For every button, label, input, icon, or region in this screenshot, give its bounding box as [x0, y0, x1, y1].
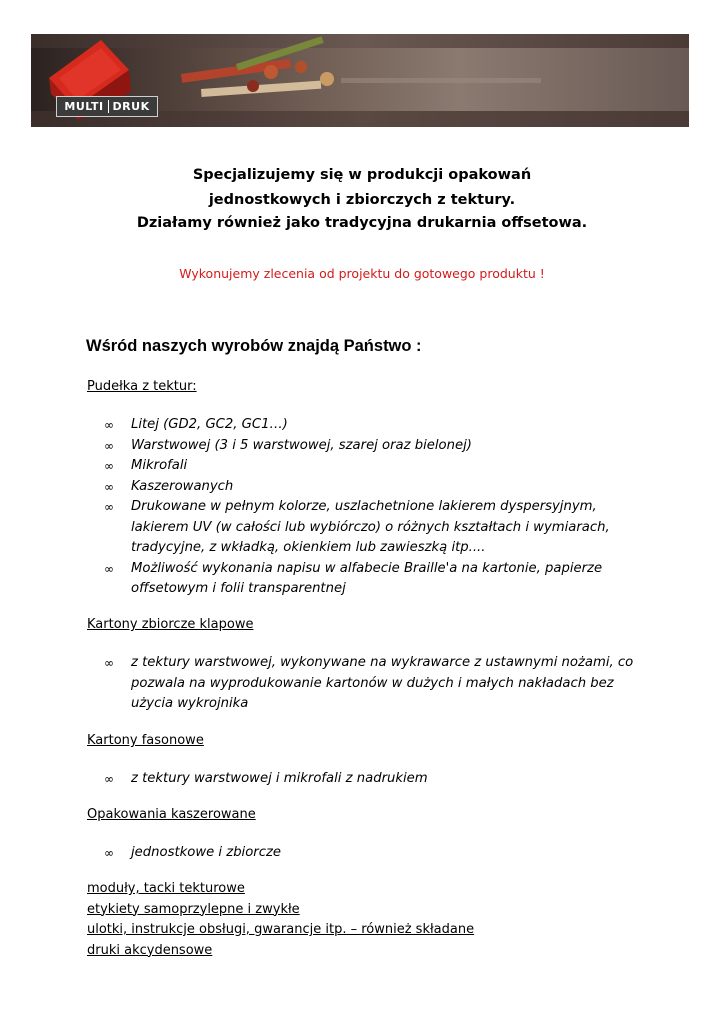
product-link-leaflets: ulotki, instrukcje obsługi, gwarancje itp. – również składane [87, 922, 475, 937]
list-item: ∞ Możliwość wykonania napisu w alfabecie Braille'a na kartonie, papierze offsetowym i folii transparentnej [104, 560, 603, 596]
other-products-list [87, 879, 474, 961]
group-label-shaped-cartons: Kartony fasonowe [87, 733, 204, 748]
infinity-bullet-icon: ∞ [104, 418, 114, 432]
list-item: ∞ z tektury warstwowej, wykonywane na wykrawarce z ustawnymi nożami, co pozwala na wyprodukowanie kartonów w dużych i małych nakładach bez użycia wykrojnika [104, 655, 634, 711]
logo-text-left: MULTI [64, 100, 104, 113]
infinity-bullet-icon: ∞ [104, 772, 114, 786]
product-link-labels: etykiety samoprzylepne i zwykłe [87, 901, 300, 917]
list-item: ∞ Mikrofali [104, 456, 644, 477]
group-label-laminated: Opakowania kaszerowane [87, 807, 256, 822]
logo-separator [108, 100, 109, 113]
logo-text-right: DRUK [112, 100, 150, 113]
infinity-bullet-icon: ∞ [104, 459, 114, 473]
infinity-bullet-icon: ∞ [104, 438, 114, 453]
laminated-list [104, 843, 644, 864]
headline-line-3: Działamy również jako tradycyjna drukarnia offsetowa. [136, 215, 588, 231]
infinity-bullet-icon: ∞ [104, 500, 114, 514]
infinity-bullet-icon: ∞ [104, 846, 114, 860]
list-item: ∞ Drukowane w pełnym kolorze, uszlachetnione lakierem dyspersyjnym, lakierem UV (w całości lub wybiórczo) o różnych kształtach i wymiarach, tradycyjne, z wkładką, okienkiem lub zawieszką itp.... [104, 499, 610, 555]
logo-wordmark [56, 96, 158, 117]
product-link-modules: moduły, tacki tekturowe [87, 881, 245, 896]
list-item: ∞ Kaszerowanych [104, 477, 644, 498]
shaped-cartons-list [104, 769, 644, 790]
infinity-bullet-icon: ∞ [104, 479, 114, 494]
tagline: Wykonujemy zlecenia od projektu do gotowego produktu ! [179, 266, 545, 281]
list-item: ∞ Litej (GD2, GC2, GC1…) [104, 415, 644, 436]
flap-cartons-list [104, 653, 644, 715]
infinity-bullet-icon: ∞ [104, 656, 114, 670]
list-item: ∞ z tektury warstwowej i mikrofali z nadrukiem [104, 769, 644, 790]
infinity-bullet-icon: ∞ [104, 561, 114, 576]
boxes-list [104, 415, 644, 600]
group-label-flap-cartons: Kartony zbiorcze klapowe [87, 617, 254, 632]
group-label-boxes: Pudełka z tektur: [87, 379, 197, 394]
headline-line-2: jednostkowych i zbiorczych z tektury. [208, 192, 516, 208]
product-link-printing: druki akcydensowe [87, 942, 213, 958]
pencils-illustration-icon [181, 36, 541, 97]
list-item: ∞ jednostkowe i zbiorcze [104, 843, 644, 864]
section-title: Wśród naszych wyrobów znajdą Państwo : [86, 337, 422, 355]
list-item: ∞ Warstwowej (3 i 5 warstwowej, szarej oraz bielonej) [104, 436, 644, 457]
headline-line-1: Specjalizujemy się w produkcji opakowań [192, 167, 532, 183]
